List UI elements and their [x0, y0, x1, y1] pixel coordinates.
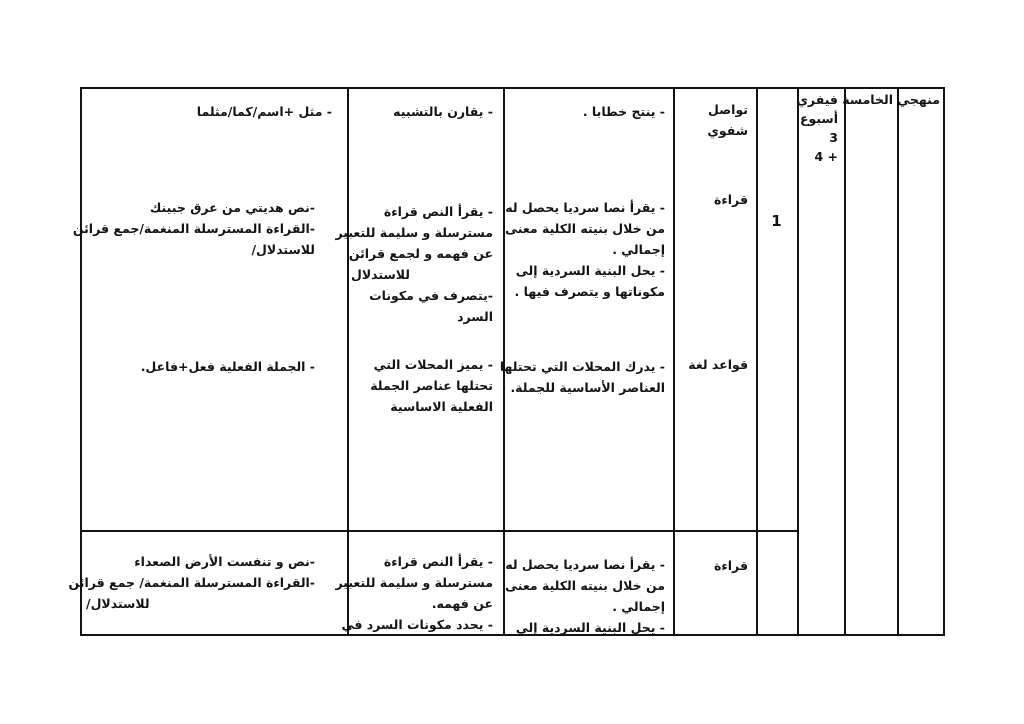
objective-line: - يدرك المحلات التي تحتلها [499, 359, 665, 374]
activity-line: تحتلها عناصر الجملة [370, 378, 493, 393]
methodology-label: منهجي [897, 92, 940, 107]
session-number: 1 [771, 212, 782, 230]
objective-line: من خلال بنيته الكلية معنى [505, 221, 665, 236]
activity-line: - يقرأ النص قراءة [383, 554, 493, 569]
table-gridline-number-week [797, 87, 799, 636]
content-line: -نص و تنفست الأرض الصعداء [134, 554, 315, 569]
content-line: -القراءة المسترسلة المنغمة/جمع قرائن [72, 221, 315, 236]
activity-line: للاستدلال [351, 267, 410, 282]
session-number-cell [756, 211, 797, 232]
table-border-right [943, 87, 945, 636]
activity-line: عن فهمه و لجمع قرائن [348, 246, 493, 261]
objective-line: - يحل البنية السردية إلى [515, 263, 665, 278]
activities-oral [351, 101, 493, 122]
week-number-3: 3 [829, 130, 838, 145]
header-methodology [897, 89, 940, 110]
content-line: -القراءة المسترسلة المنغمة/ جمع قرائن [68, 575, 315, 590]
header-week [798, 90, 838, 166]
domain-label-oral [698, 99, 748, 141]
activities-reading-2 [335, 551, 493, 635]
content-line: - الجملة الفعلية فعل+فاعل. [140, 359, 315, 374]
objective-line: - يقرأ نصا سرديا يحصل له [505, 557, 665, 572]
content-reading-1 [72, 197, 315, 260]
content-oral [86, 101, 332, 122]
week-word-label: أسبوع [799, 111, 838, 126]
activity-line: - يميز المحلات التي [373, 357, 493, 372]
domain-text-reading-2: قراءة [713, 558, 748, 573]
activity-line: مسترسلة و سليمة للتعبير [335, 225, 493, 240]
activity-line: -يتصرف في مكونات [369, 288, 493, 303]
table-section-divider [80, 530, 799, 532]
week-month-label: فيفري [796, 92, 838, 107]
activity-line: - يقارن بالتشبيه [393, 104, 493, 119]
objective-line: العناصر الأساسية للجملة. [510, 380, 665, 395]
objective-line: - يحل البنية السردية إلى [515, 620, 665, 635]
objectives-grammar [499, 356, 665, 398]
week-number-4: + 4 [814, 149, 838, 164]
content-line: للاستدلال/ [86, 596, 150, 611]
table-gridline-week-level [844, 87, 846, 636]
content-line: -نص هديتي من عرق جبينك [149, 200, 315, 215]
domain-text-oral: تواصل شفوي [707, 102, 748, 138]
activities-grammar [351, 354, 493, 417]
activities-reading-1 [335, 201, 493, 327]
domain-label-grammar [677, 354, 748, 375]
activity-line: - يحدد مكونات السرد في [341, 617, 493, 632]
activity-line: مسترسلة و سليمة للتعبير [335, 575, 493, 590]
table-gridline-col3-domain [673, 87, 675, 636]
objective-line: إجمالي . [612, 242, 665, 257]
domain-text-reading-1: قراءة [713, 192, 748, 207]
domain-label-reading-1 [677, 189, 748, 210]
curriculum-table [68, 87, 945, 636]
objective-line: من خلال بنيته الكلية معنى [505, 578, 665, 593]
table-gridline-level-methodology [897, 87, 899, 636]
objective-line: - يقرأ نصا سرديا يحصل له [505, 200, 665, 215]
header-level [842, 89, 893, 110]
objective-line: - ينتج خطابا . [582, 104, 665, 119]
content-reading-2 [68, 551, 315, 614]
activity-line: الفعلية الاساسية [390, 399, 493, 414]
content-line: للاستدلال/ [251, 242, 315, 257]
objectives-reading-1 [507, 197, 665, 302]
activity-line: - يقرأ النص قراءة [383, 204, 493, 219]
level-label: الخامسة [842, 92, 893, 107]
activity-line: عن فهمه. [431, 596, 493, 611]
content-line: - مثل +اسم/كما/مثلما [196, 104, 332, 119]
table-border-top [80, 87, 945, 89]
objective-line: مكوناتها و يتصرف فيها . [514, 284, 665, 299]
table-border-left [80, 87, 82, 636]
objective-line: إجمالي . [612, 599, 665, 614]
table-gridline-domain-number [756, 87, 758, 636]
activity-line: السرد [457, 309, 493, 324]
domain-text-grammar: قواعد لغة [688, 357, 748, 372]
content-grammar [86, 356, 315, 377]
objectives-reading-2 [507, 554, 665, 638]
table-gridline-col1-col2 [347, 87, 349, 636]
domain-label-reading-2 [677, 555, 748, 576]
objectives-oral [507, 101, 665, 122]
